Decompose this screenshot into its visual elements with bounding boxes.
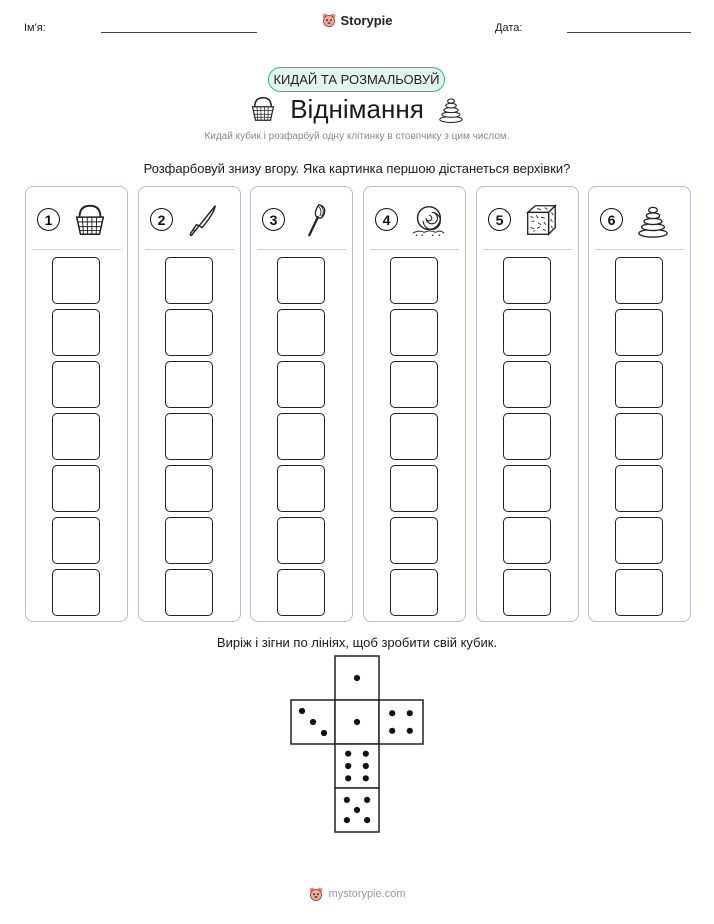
column-number: 4 xyxy=(375,208,398,231)
cut-instruction: Виріж і зігни по лініях, щоб зробити свій кубик. xyxy=(216,635,498,650)
dice-pip xyxy=(310,719,316,725)
dice-pip xyxy=(354,807,360,813)
dice-pip xyxy=(345,775,351,781)
dice-face-outline xyxy=(335,744,379,788)
date-label: Дата: xyxy=(495,22,523,34)
dice-pip xyxy=(321,730,327,736)
dice-face-3 xyxy=(291,700,335,744)
brand-name: Storypie xyxy=(340,12,393,28)
name-label: Ім'я: xyxy=(24,22,46,34)
dice-pip xyxy=(344,817,350,823)
dice-pip xyxy=(363,775,369,781)
subtitle: Кидай кубик і розфарбуй одну клітинку в стовпчику з цим числом. xyxy=(204,131,510,142)
dice-face-1 xyxy=(335,656,379,700)
bear-logo-icon xyxy=(308,886,324,902)
column-number: 6 xyxy=(600,208,623,231)
column-number: 2 xyxy=(150,208,173,231)
footer xyxy=(0,886,714,902)
dice-pip xyxy=(364,817,370,823)
dice-pip xyxy=(407,710,413,716)
dice-pip xyxy=(364,797,370,803)
dice-pip xyxy=(407,728,413,734)
column-number: 5 xyxy=(488,208,511,231)
dice-pip xyxy=(363,751,369,757)
dice-face-4 xyxy=(379,700,423,744)
instruction: Розфарбовуй знизу вгору. Яка картинка першою дістанеться верхівки? xyxy=(143,161,571,176)
dice-pip xyxy=(389,710,395,716)
dice-face-1 xyxy=(335,700,379,744)
dice-pip xyxy=(363,763,369,769)
column-number: 1 xyxy=(37,208,60,231)
dice-face-6 xyxy=(335,744,379,788)
dice-face-outline xyxy=(379,700,423,744)
dice-pip xyxy=(345,751,351,757)
dice-pip xyxy=(299,708,305,714)
dice-pip xyxy=(354,675,360,681)
column-number: 3 xyxy=(262,208,285,231)
page-title: Віднімання xyxy=(290,93,424,124)
dice-face-5 xyxy=(335,788,379,832)
dice-pip xyxy=(354,719,360,725)
dice-pip xyxy=(389,728,395,734)
activity-badge: КИДАЙ ТА РОЗМАЛЬОВУЙ xyxy=(268,67,445,92)
dice-pip xyxy=(345,763,351,769)
footer-url: mystorypie.com xyxy=(328,888,406,900)
dice-pip xyxy=(344,797,350,803)
